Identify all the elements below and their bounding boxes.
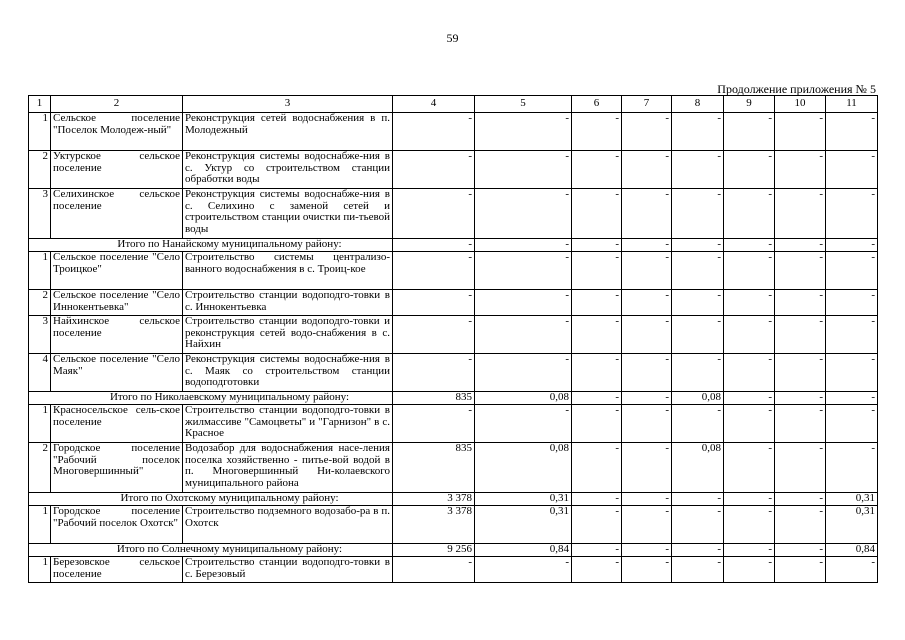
value-cell: - bbox=[622, 392, 672, 405]
value-cell: 0,08 bbox=[672, 443, 724, 493]
total-label: Итого по Охотскому муниципальному району: bbox=[29, 493, 393, 506]
column-header: 1 bbox=[29, 96, 51, 113]
column-header: 5 bbox=[475, 96, 572, 113]
project-description: Реконструкция системы водоснабже-ния в с. Уктур со строительством станции обработки воды bbox=[183, 151, 393, 189]
value-cell: - bbox=[724, 544, 775, 557]
value-cell: - bbox=[622, 544, 672, 557]
value-cell: - bbox=[475, 290, 572, 316]
row-number: 1 bbox=[29, 405, 51, 443]
project-description: Строительство станции водоподго-товки в с. Березовый bbox=[183, 557, 393, 583]
value-cell: - bbox=[393, 290, 475, 316]
project-description: Водозабор для водоснабжения насе-ления поселка хозяйственно - питье-вой водой в п. Многовершинный Ни-колаевского муниципального района bbox=[183, 443, 393, 493]
row-number: 2 bbox=[29, 290, 51, 316]
value-cell: - bbox=[622, 290, 672, 316]
value-cell: - bbox=[775, 443, 826, 493]
value-cell: - bbox=[572, 392, 622, 405]
continuation-caption: Продолжение приложения № 5 bbox=[717, 82, 876, 96]
value-cell: - bbox=[572, 316, 622, 354]
value-cell: - bbox=[775, 113, 826, 151]
value-cell: - bbox=[775, 252, 826, 290]
value-cell: 9 256 bbox=[393, 544, 475, 557]
settlement-name: Селихинское сельское поселение bbox=[51, 189, 183, 239]
value-cell: - bbox=[672, 544, 724, 557]
table-row bbox=[29, 290, 878, 316]
project-description: Реконструкция сетей водоснабжения в п. Молодежный bbox=[183, 113, 393, 151]
value-cell: - bbox=[826, 113, 878, 151]
table-row bbox=[29, 151, 878, 189]
value-cell: - bbox=[775, 405, 826, 443]
value-cell: - bbox=[724, 252, 775, 290]
table-row bbox=[29, 405, 878, 443]
value-cell: 0,84 bbox=[475, 544, 572, 557]
value-cell: 0,31 bbox=[475, 506, 572, 544]
value-cell: - bbox=[572, 557, 622, 583]
value-cell: - bbox=[393, 252, 475, 290]
value-cell: - bbox=[475, 239, 572, 252]
value-cell: - bbox=[393, 557, 475, 583]
value-cell: - bbox=[572, 405, 622, 443]
value-cell: - bbox=[672, 113, 724, 151]
value-cell: - bbox=[572, 443, 622, 493]
value-cell: - bbox=[672, 316, 724, 354]
value-cell: - bbox=[775, 189, 826, 239]
value-cell: - bbox=[672, 290, 724, 316]
value-cell: - bbox=[826, 316, 878, 354]
row-number: 2 bbox=[29, 151, 51, 189]
value-cell: - bbox=[475, 151, 572, 189]
value-cell: - bbox=[622, 151, 672, 189]
value-cell: - bbox=[724, 113, 775, 151]
value-cell: - bbox=[672, 189, 724, 239]
value-cell: - bbox=[572, 113, 622, 151]
total-label: Итого по Николаевскому муниципальному району: bbox=[29, 392, 393, 405]
column-header: 6 bbox=[572, 96, 622, 113]
value-cell: - bbox=[775, 354, 826, 392]
value-cell: - bbox=[622, 557, 672, 583]
value-cell: - bbox=[724, 443, 775, 493]
value-cell: - bbox=[826, 557, 878, 583]
value-cell: - bbox=[622, 354, 672, 392]
value-cell: - bbox=[775, 239, 826, 252]
value-cell: - bbox=[826, 405, 878, 443]
value-cell: - bbox=[724, 189, 775, 239]
row-number: 1 bbox=[29, 557, 51, 583]
value-cell: 0,08 bbox=[672, 392, 724, 405]
value-cell: - bbox=[724, 506, 775, 544]
settlement-name: Сельское поселение "Село Иннокентьевка" bbox=[51, 290, 183, 316]
value-cell: - bbox=[393, 316, 475, 354]
value-cell: - bbox=[775, 290, 826, 316]
table-row bbox=[29, 316, 878, 354]
value-cell: 0,31 bbox=[475, 493, 572, 506]
row-number: 1 bbox=[29, 113, 51, 151]
value-cell: - bbox=[826, 151, 878, 189]
value-cell: 835 bbox=[393, 443, 475, 493]
settlement-name: Городское поселение "Рабочий поселок Охотск" bbox=[51, 506, 183, 544]
project-description: Строительство станции водоподго-товки в с. Иннокентьевка bbox=[183, 290, 393, 316]
value-cell: 3 378 bbox=[393, 506, 475, 544]
row-number: 2 bbox=[29, 443, 51, 493]
value-cell: - bbox=[672, 354, 724, 392]
value-cell: - bbox=[622, 316, 672, 354]
value-cell: - bbox=[475, 189, 572, 239]
value-cell: - bbox=[724, 493, 775, 506]
value-cell: - bbox=[475, 354, 572, 392]
row-number: 3 bbox=[29, 316, 51, 354]
value-cell: - bbox=[393, 151, 475, 189]
total-label: Итого по Солнечному муниципальному району: bbox=[29, 544, 393, 557]
table-row bbox=[29, 443, 878, 493]
value-cell: - bbox=[672, 506, 724, 544]
value-cell: - bbox=[775, 493, 826, 506]
row-number: 4 bbox=[29, 354, 51, 392]
table-row bbox=[29, 189, 878, 239]
value-cell: - bbox=[393, 189, 475, 239]
value-cell: - bbox=[672, 557, 724, 583]
table-row bbox=[29, 252, 878, 290]
value-cell: - bbox=[826, 252, 878, 290]
value-cell: 3 378 bbox=[393, 493, 475, 506]
value-cell: - bbox=[826, 290, 878, 316]
value-cell: - bbox=[724, 557, 775, 583]
settlement-name: Уктурское сельское поселение bbox=[51, 151, 183, 189]
value-cell: - bbox=[622, 252, 672, 290]
value-cell: - bbox=[393, 354, 475, 392]
project-description: Строительство станции водоподго-товки в жилмассиве "Самоцветы" и "Гарнизон" в с. Красное bbox=[183, 405, 393, 443]
value-cell: - bbox=[572, 354, 622, 392]
value-cell: - bbox=[622, 189, 672, 239]
value-cell: - bbox=[672, 405, 724, 443]
project-description: Реконструкция системы водоснабже-ния в с. Маяк со строительством станции водоподготовки bbox=[183, 354, 393, 392]
district-total-row bbox=[29, 544, 878, 557]
value-cell: - bbox=[393, 113, 475, 151]
value-cell: - bbox=[475, 113, 572, 151]
row-number: 1 bbox=[29, 252, 51, 290]
column-header: 8 bbox=[672, 96, 724, 113]
value-cell: - bbox=[572, 252, 622, 290]
value-cell: - bbox=[475, 405, 572, 443]
project-description: Реконструкция системы водоснабже-ния в с. Селихино с заменой сетей и строительством станции очистки пи-тьевой воды bbox=[183, 189, 393, 239]
value-cell: - bbox=[622, 113, 672, 151]
value-cell: - bbox=[826, 443, 878, 493]
value-cell: 0,31 bbox=[826, 506, 878, 544]
district-total-row bbox=[29, 239, 878, 252]
column-header: 9 bbox=[724, 96, 775, 113]
settlement-name: Сельское поселение "Поселок Молодеж-ный" bbox=[51, 113, 183, 151]
value-cell: 0,31 bbox=[826, 493, 878, 506]
value-cell: - bbox=[572, 189, 622, 239]
project-description: Строительство подземного водозабо-ра в п. Охотск bbox=[183, 506, 393, 544]
value-cell: - bbox=[572, 239, 622, 252]
column-header: 4 bbox=[393, 96, 475, 113]
value-cell: - bbox=[672, 239, 724, 252]
column-header: 3 bbox=[183, 96, 393, 113]
value-cell: - bbox=[672, 252, 724, 290]
appendix-table bbox=[28, 95, 878, 583]
value-cell: - bbox=[724, 405, 775, 443]
value-cell: - bbox=[393, 239, 475, 252]
value-cell: - bbox=[826, 392, 878, 405]
row-number: 3 bbox=[29, 189, 51, 239]
value-cell: - bbox=[724, 290, 775, 316]
value-cell: - bbox=[622, 405, 672, 443]
table-row bbox=[29, 557, 878, 583]
value-cell: - bbox=[572, 506, 622, 544]
value-cell: - bbox=[393, 405, 475, 443]
value-cell: 0,84 bbox=[826, 544, 878, 557]
value-cell: - bbox=[475, 316, 572, 354]
settlement-name: Красносельское сель-ское поселение bbox=[51, 405, 183, 443]
value-cell: - bbox=[572, 493, 622, 506]
page-number: 59 bbox=[446, 31, 459, 45]
value-cell: - bbox=[826, 189, 878, 239]
settlement-name: Городское поселение "Рабочий поселок Многовершинный" bbox=[51, 443, 183, 493]
value-cell: - bbox=[724, 239, 775, 252]
value-cell: - bbox=[724, 151, 775, 189]
value-cell: - bbox=[622, 239, 672, 252]
table-row bbox=[29, 354, 878, 392]
value-cell: 835 bbox=[393, 392, 475, 405]
settlement-name: Сельское поселение "Село Троицкое" bbox=[51, 252, 183, 290]
row-number: 1 bbox=[29, 506, 51, 544]
district-total-row bbox=[29, 392, 878, 405]
value-cell: - bbox=[672, 151, 724, 189]
settlement-name: Найхинское сельское поселение bbox=[51, 316, 183, 354]
settlement-name: Сельское поселение "Село Маяк" bbox=[51, 354, 183, 392]
column-header: 10 bbox=[775, 96, 826, 113]
value-cell: - bbox=[622, 493, 672, 506]
value-cell: - bbox=[572, 544, 622, 557]
value-cell: - bbox=[475, 557, 572, 583]
table-row bbox=[29, 113, 878, 151]
column-header: 11 bbox=[826, 96, 878, 113]
settlement-name: Березовское сельское поселение bbox=[51, 557, 183, 583]
value-cell: - bbox=[775, 506, 826, 544]
value-cell: - bbox=[622, 443, 672, 493]
value-cell: - bbox=[724, 354, 775, 392]
value-cell: - bbox=[826, 239, 878, 252]
header-row bbox=[29, 96, 878, 113]
value-cell: - bbox=[826, 354, 878, 392]
value-cell: - bbox=[724, 316, 775, 354]
project-description: Строительство системы централизо-ванного водоснабжения в с. Троиц-кое bbox=[183, 252, 393, 290]
value-cell: - bbox=[775, 151, 826, 189]
column-header: 7 bbox=[622, 96, 672, 113]
value-cell: - bbox=[775, 316, 826, 354]
value-cell: 0,08 bbox=[475, 443, 572, 493]
value-cell: 0,08 bbox=[475, 392, 572, 405]
value-cell: - bbox=[622, 506, 672, 544]
value-cell: - bbox=[475, 252, 572, 290]
project-description: Строительство станции водоподго-товки и реконструкция сетей водо-снабжения в с. Найхин bbox=[183, 316, 393, 354]
column-header: 2 bbox=[51, 96, 183, 113]
value-cell: - bbox=[572, 151, 622, 189]
table-body bbox=[29, 113, 878, 583]
value-cell: - bbox=[775, 544, 826, 557]
value-cell: - bbox=[775, 392, 826, 405]
value-cell: - bbox=[775, 557, 826, 583]
value-cell: - bbox=[572, 290, 622, 316]
table-row bbox=[29, 506, 878, 544]
value-cell: - bbox=[724, 392, 775, 405]
total-label: Итого по Нанайскому муниципальному району: bbox=[29, 239, 393, 252]
district-total-row bbox=[29, 493, 878, 506]
value-cell: - bbox=[672, 493, 724, 506]
